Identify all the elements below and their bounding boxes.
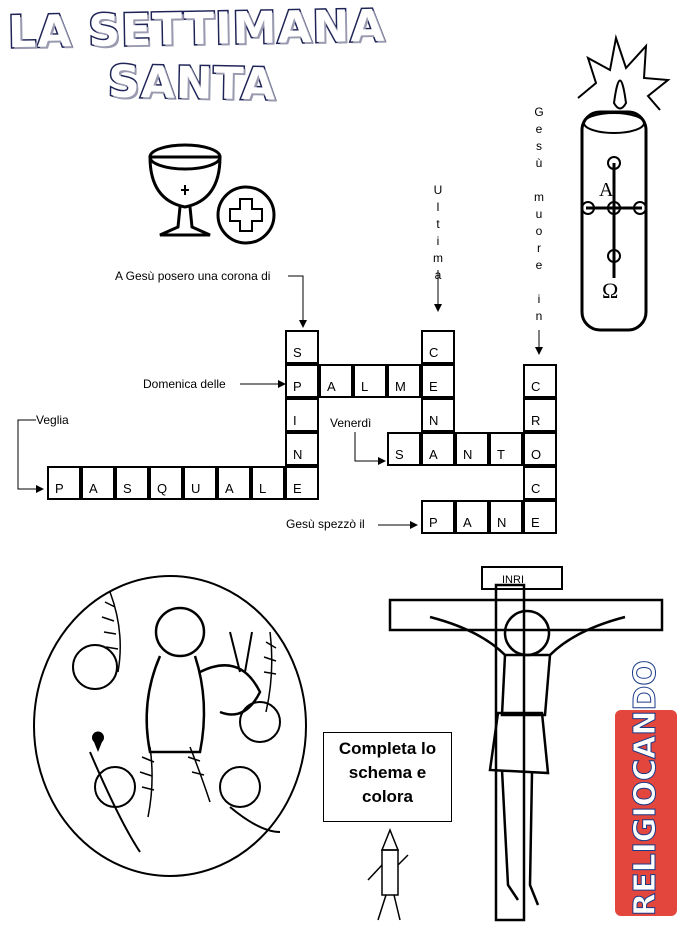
clue-letter: e: [535, 258, 543, 272]
inri-sign: INRI: [502, 574, 524, 586]
clue-letter: i: [537, 292, 541, 306]
clue-letter: s: [536, 139, 542, 153]
clue-letter: G: [534, 105, 544, 119]
crossword-cell[interactable]: [319, 364, 353, 398]
crossword-letter: L: [259, 481, 267, 496]
omega-symbol: Ω: [602, 278, 619, 303]
crossword-letter: S: [395, 447, 404, 462]
instruction-box: [323, 732, 452, 822]
instruction-line: colora: [361, 787, 414, 806]
clue-letter: i: [436, 234, 440, 248]
crossword-cell[interactable]: [523, 364, 557, 398]
clue-letter: u: [535, 207, 543, 221]
crossword-letter: Q: [157, 481, 168, 496]
crossword-cell[interactable]: [421, 330, 455, 364]
clue-letter: r: [537, 241, 541, 255]
clue-letter: ù: [535, 156, 543, 170]
clue-letter: t: [436, 217, 440, 231]
instruction-line: schema e: [348, 763, 427, 782]
crossword-cell[interactable]: [523, 500, 557, 534]
crossword-cell[interactable]: [183, 466, 217, 500]
crossword-cell[interactable]: [489, 500, 523, 534]
crossword-letter: M: [395, 379, 406, 394]
crossword-cell[interactable]: [523, 466, 557, 500]
logo-text: RELIGIOCANDO: [628, 660, 663, 916]
clue-letter: m: [534, 190, 544, 204]
crossword-letter: N: [429, 413, 439, 428]
crossword-cell[interactable]: [285, 398, 319, 432]
clue-letter: e: [535, 122, 543, 136]
crossword-cell[interactable]: [387, 364, 421, 398]
crossword-cell[interactable]: [285, 466, 319, 500]
clue-letter: n: [535, 309, 543, 323]
clue-spezzo: Gesù spezzò il: [286, 517, 365, 531]
crossword-cell[interactable]: [455, 432, 489, 466]
pencil-mascot-illustration: [360, 825, 420, 930]
religiocando-logo: [615, 660, 677, 916]
clue-venerdi: Venerdì: [330, 416, 372, 430]
clue-letter: m: [433, 251, 443, 265]
crossword-cell[interactable]: [421, 500, 455, 534]
crossword-letter: E: [531, 515, 540, 530]
crossword-letter: E: [429, 379, 438, 394]
crossword-cell[interactable]: [285, 432, 319, 466]
crossword-letter: S: [123, 481, 132, 496]
crossword-letter: P: [55, 481, 64, 496]
crossword-letter: C: [429, 345, 439, 360]
crossword-cell[interactable]: [455, 500, 489, 534]
crossword-letter: R: [531, 413, 541, 428]
crossword-cell[interactable]: [115, 466, 149, 500]
page-title-line2: SANTA: [107, 56, 277, 111]
crossword-letter: I: [293, 413, 297, 428]
crossword-cell[interactable]: [421, 432, 455, 466]
crossword-letter: A: [463, 515, 472, 530]
crossword-letter: A: [89, 481, 98, 496]
crossword-cell[interactable]: [81, 466, 115, 500]
crossword-letter: P: [429, 515, 438, 530]
instruction-line: Completa lo: [338, 739, 437, 758]
clue-domenica: Domenica delle: [143, 377, 226, 391]
crossword-cell[interactable]: [353, 364, 387, 398]
crossword-cell[interactable]: [523, 432, 557, 466]
alpha-symbol: A: [599, 179, 614, 201]
crossword-cell[interactable]: [523, 398, 557, 432]
clue-letter: U: [433, 183, 443, 197]
crossword-letter: A: [429, 447, 438, 462]
crossword-cell[interactable]: [47, 466, 81, 500]
clue-corona: A Gesù posero una corona di: [115, 269, 271, 283]
crossword-letter: O: [531, 447, 542, 462]
crossword-cell[interactable]: [421, 398, 455, 432]
crossword-letter: A: [327, 379, 336, 394]
crossword-letter: E: [293, 481, 302, 496]
palm-sunday-illustration: [30, 572, 312, 882]
crossword-letter: A: [225, 481, 234, 496]
crossword-cell[interactable]: [489, 432, 523, 466]
crossword-letter: T: [497, 447, 505, 462]
crossword-cell[interactable]: [149, 466, 183, 500]
crossword-letter: C: [531, 481, 541, 496]
crossword-cell[interactable]: [285, 364, 319, 398]
crossword-cell[interactable]: [387, 432, 421, 466]
crossword-letter: N: [293, 447, 303, 462]
crossword-letter: S: [293, 345, 302, 360]
clue-veglia: Veglia: [36, 413, 69, 427]
clue-letter: a: [434, 268, 442, 282]
crossword-letter: C: [531, 379, 541, 394]
crossword-letter: N: [463, 447, 473, 462]
crossword-letter: P: [293, 379, 302, 394]
crossword-letter: L: [361, 379, 369, 394]
crossword-letter: U: [191, 481, 201, 496]
crossword-cell[interactable]: [251, 466, 285, 500]
crossword-cell[interactable]: [421, 364, 455, 398]
crossword-cell[interactable]: [217, 466, 251, 500]
clue-letter: l: [436, 200, 440, 214]
crossword-letter: N: [497, 515, 507, 530]
crossword-cell[interactable]: [285, 330, 319, 364]
clue-letter: o: [535, 224, 543, 238]
page-title: LA SETTIMANA: [7, 0, 386, 59]
